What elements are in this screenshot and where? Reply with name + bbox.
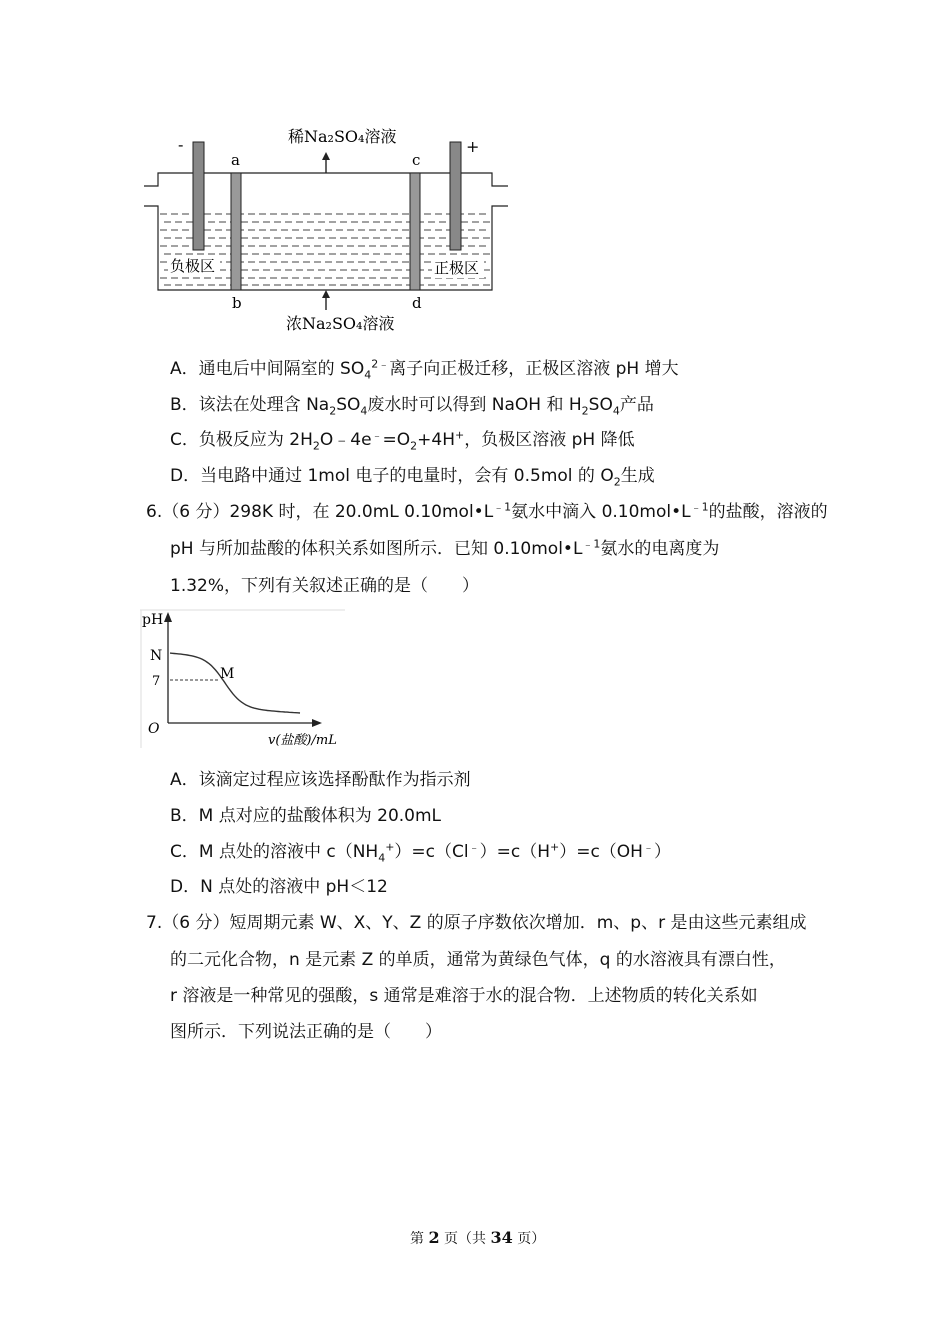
q5c-mid2: =O bbox=[382, 430, 411, 450]
label-a: a bbox=[231, 151, 240, 169]
titration-curve bbox=[170, 653, 300, 713]
q6-l2-pre: pH 与所加盐酸的体积关系如图所示．已知 0.10mol•L bbox=[170, 539, 583, 559]
q6-option-b: B．M 点对应的盐酸体积为 20.0mL bbox=[170, 806, 442, 826]
q5c-mid1: O﹣4e bbox=[319, 430, 372, 450]
q6-line2 bbox=[170, 538, 719, 560]
q6c-post: ） bbox=[653, 842, 671, 862]
q6c-sup3: + bbox=[549, 840, 560, 854]
q5d-post: 生成 bbox=[620, 466, 655, 486]
q5c-sub1: 2 bbox=[312, 439, 320, 453]
q5c-sub2: 2 bbox=[410, 439, 418, 453]
membrane-cd bbox=[410, 173, 420, 290]
q6c-sup: + bbox=[385, 840, 395, 854]
bottom-arrow-head bbox=[322, 290, 330, 298]
y-axis-label: pH bbox=[142, 612, 164, 628]
q5c-mid3: +4H bbox=[417, 430, 455, 450]
q5a-sub: 4 bbox=[364, 368, 372, 382]
q5c-sup2: + bbox=[455, 428, 465, 442]
q6-l1-post: 的盐酸，溶液的 bbox=[708, 502, 828, 522]
y-mark-n: N bbox=[150, 648, 163, 664]
q7-line4: 图所示．下列说法正确的是（ ） bbox=[170, 1022, 442, 1042]
point-m-label: M bbox=[220, 666, 235, 682]
q5c-post: ，负极区溶液 pH 降低 bbox=[464, 430, 635, 450]
titration-chart bbox=[140, 608, 350, 748]
top-arrow-head bbox=[322, 152, 330, 160]
q6-l1-mid: 氨水中滴入 0.10mol•L bbox=[511, 502, 691, 522]
footer-mid: 页（共 bbox=[444, 1231, 487, 1247]
q5-option-c bbox=[170, 429, 635, 451]
q5b-mid1: SO bbox=[336, 395, 361, 415]
x-axis-label: v(盐酸)/mL bbox=[268, 733, 337, 748]
positive-zone-label: 正极区 bbox=[434, 259, 480, 277]
q6-l1-sup2: ﹣1 bbox=[690, 500, 709, 514]
q6c-mid3: ）=c（OH bbox=[559, 842, 643, 862]
q5-option-a bbox=[170, 358, 679, 380]
electrolysis-diagram bbox=[140, 118, 520, 343]
q6c-sup4: ﹣ bbox=[642, 840, 654, 854]
q5c-sup1: ﹣ bbox=[371, 428, 383, 442]
q6c-mid2: ）=c（H bbox=[479, 842, 550, 862]
q6-option-c bbox=[170, 841, 671, 863]
origin-label: O bbox=[148, 721, 160, 737]
q5d-pre: D．当电路中通过 1mol 电子的电量时，会有 0.5mol 的 O bbox=[170, 466, 614, 486]
y-axis-arrow bbox=[164, 612, 172, 622]
x-axis-arrow bbox=[312, 719, 322, 727]
label-b: b bbox=[232, 294, 242, 312]
q5b-sub4: 4 bbox=[612, 404, 620, 418]
electrolysis-figure bbox=[140, 118, 520, 343]
q6c-sub: 4 bbox=[378, 851, 386, 865]
negative-zone-label: 负极区 bbox=[170, 257, 216, 275]
q6-line1 bbox=[146, 501, 828, 523]
q5a-sup: 2﹣ bbox=[371, 357, 390, 371]
q6-option-d: D．N 点处的溶液中 pH＜12 bbox=[170, 877, 388, 897]
q6c-sup2: ﹣ bbox=[468, 840, 480, 854]
minus-label: - bbox=[178, 135, 184, 154]
q5a-pre: A．通电后中间隔室的 SO bbox=[170, 359, 365, 379]
label-c: c bbox=[412, 151, 421, 169]
q6-option-a: A．该滴定过程应该选择酚酞作为指示剂 bbox=[170, 770, 471, 790]
q5d-sub: 2 bbox=[613, 475, 621, 489]
q5c-pre: C．负极反应为 2H bbox=[170, 430, 313, 450]
top-solution-label: 稀Na₂SO₄溶液 bbox=[288, 127, 397, 146]
membrane-ab bbox=[231, 173, 241, 290]
q6c-pre: C．M 点处的溶液中 c（NH bbox=[170, 842, 379, 862]
q6-line3: 1.32%，下列有关叙述正确的是（ ） bbox=[170, 576, 480, 596]
q7-line3: r 溶液是一种常见的强酸，s 通常是难溶于水的混合物．上述物质的转化关系如 bbox=[170, 986, 758, 1006]
q5-option-d bbox=[170, 465, 655, 487]
negative-electrode bbox=[193, 142, 204, 250]
footer-page-number: 2 bbox=[428, 1228, 440, 1247]
q6-l1-sup1: ﹣1 bbox=[493, 500, 512, 514]
q5b-sub1: 2 bbox=[329, 404, 337, 418]
bottom-solution-label: 浓Na₂SO₄溶液 bbox=[286, 314, 395, 333]
y-mark-7: 7 bbox=[152, 674, 161, 689]
q5-option-b bbox=[170, 394, 654, 416]
q6-l2-sup: ﹣1 bbox=[582, 537, 601, 551]
q5b-pre: B．该法在处理含 Na bbox=[170, 395, 330, 415]
q5b-sub3: 2 bbox=[581, 404, 589, 418]
q7-line1: 7.（6 分）短周期元素 W、X、Y、Z 的原子序数依次增加．m、p、r 是由这些元素组成 bbox=[146, 913, 807, 933]
footer-total-pages: 34 bbox=[490, 1228, 513, 1247]
q6-l1-pre: 6.（6 分）298K 时，在 20.0mL 0.10mol•L bbox=[146, 502, 494, 522]
footer-pre: 第 bbox=[410, 1231, 424, 1247]
q6-l2-post: 氨水的电离度为 bbox=[600, 539, 720, 559]
label-d: d bbox=[412, 294, 422, 312]
titration-chart-svg bbox=[140, 608, 350, 748]
positive-electrode bbox=[450, 142, 461, 250]
q5b-sub2: 4 bbox=[360, 404, 368, 418]
q5a-post: 离子向正极迁移，正极区溶液 pH 增大 bbox=[389, 359, 679, 379]
page-footer bbox=[410, 1228, 545, 1248]
q6c-mid1: ）=c（Cl bbox=[394, 842, 469, 862]
footer-post: 页） bbox=[517, 1231, 546, 1247]
q5b-post: 产品 bbox=[619, 395, 654, 415]
q5b-mid2: 废水时可以得到 NaOH 和 H bbox=[367, 395, 582, 415]
plus-label: + bbox=[466, 137, 480, 156]
q5b-mid3: SO bbox=[588, 395, 613, 415]
q7-line2: 的二元化合物，n 是元素 Z 的单质，通常为黄绿色气体，q 的水溶液具有漂白性， bbox=[170, 950, 786, 970]
